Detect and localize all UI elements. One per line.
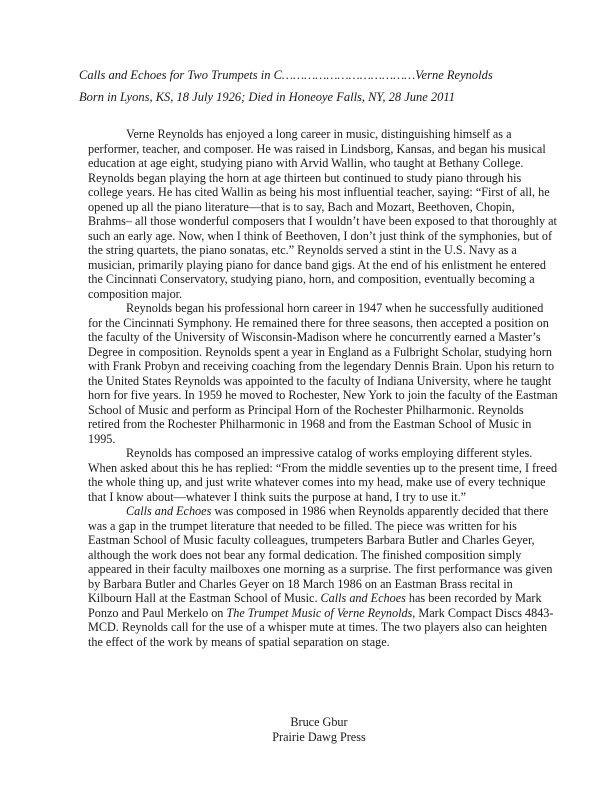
paragraph-text: has been recorded by Mark Ponzo and Paul Merkelo on xyxy=(88,591,542,620)
publisher-name: Prairie Dawg Press xyxy=(272,730,366,744)
title-line xyxy=(79,64,559,86)
header xyxy=(79,64,559,108)
paragraph-text: was composed in 1986 when Reynolds apparently decided that there was a gap in the trumpet literature that needed to be filled. The piece was written for his Eastman School of Music faculty colleagues, trumpeters Barbara Butler and Charles Geyer, although the work does not bear any formal dedication. The finished composition simply appeared in their faculty mailboxes one morning as a surprise. The first performance was given by Barbara Butler and Charles Geyer on 18 March 1986 on an Eastman Brass recital in Kilbourn Hall at the Eastman School of Music. xyxy=(88,504,553,605)
paragraph-text: Verne Reynolds has enjoyed a long career in music, distinguishing himself as a performer, teacher, and composer. He was raised in Lindsborg, Kansas, and began his musical education at age eight, studying piano with Arvid Wallin, who taught at Bethany College. Reynolds began playing the horn at age thirteen but continued to study piano through his college years. He has cited Wallin as being his most influential teacher, saying: “First of all, he opened up all the piano literature—that is to say, Bach and Mozart, Beethoven, Chopin, Brahms– all those wonderful composers that I wouldn’t have been exposed to that thoroughly at such an early age. Now, when I think of Beethoven, I don’t just think of the symphonies, but of the string quartets, the piano sonatas, etc.” Reynolds served a stint in the U.S. Navy as a musician, primarily playing piano for dance band gigs. At the end of his enlistment he entered the Cincinnati Conservatory, studying piano, horn, and composition, eventually becoming a composition major. xyxy=(88,127,557,301)
author-name: Bruce Gbur xyxy=(290,715,348,729)
paragraph-text: Reynolds began his professional horn career in 1947 when he successfully auditioned for the Cincinnati Symphony. He remained there for three seasons, then accepted a position on the faculty of the University of Wisconsin-Madison where he concurrently earned a Master’s Degree in composition. Reynolds spent a year in England as a Fulbright Scholar, studying horn with Frank Probyn and receiving coaching from the legendary Dennis Brain. Upon his return to the United States Reynolds was appointed to the faculty of Indiana University, where he taught horn for five years. In 1959 he moved to Rochester, New York to join the faculty of the Eastman School of Music and perform as Principal Horn of the Rochester Philharmonic. Reynolds retired from the Rochester Philharmonic in 1968 and from the Eastman School of Music in 1995. xyxy=(88,301,558,446)
paragraph-text: , Mark Compact Discs 4843-MCD. Reynolds call for the use of a whisper mute at times. The two players also can heighten the effect of the work by means of spatial separation on stage. xyxy=(88,605,554,649)
article-body xyxy=(88,127,558,649)
body-paragraph xyxy=(88,301,558,446)
piece-title: Calls and Echoes for Two Trumpets in C xyxy=(79,68,282,82)
italic-title: Calls and Echoes xyxy=(126,504,212,518)
leader-dots: ……………………………… xyxy=(281,68,416,82)
italic-title: Calls and Echoes xyxy=(320,591,406,605)
composer-dates: Born in Lyons, KS, 18 July 1926; Died in Honeoye Falls, NY, 28 June 2011 xyxy=(79,90,455,104)
body-paragraph xyxy=(88,504,558,649)
body-paragraph xyxy=(88,127,558,301)
signature-block xyxy=(0,715,600,745)
body-paragraph xyxy=(88,446,558,504)
italic-title: The Trumpet Music of Verne Reynolds xyxy=(226,605,413,620)
composer-name: Verne Reynolds xyxy=(415,68,493,82)
paragraph-text: Reynolds has composed an impressive catalog of works employing different styles. When asked about this he has replied: “From the middle seventies up to the present time, I freed the whole thing up, and just write whatever comes into my head, make use of every technique that I know about—whatever I think suits the purpose at hand, I try to use it.” xyxy=(88,446,558,504)
